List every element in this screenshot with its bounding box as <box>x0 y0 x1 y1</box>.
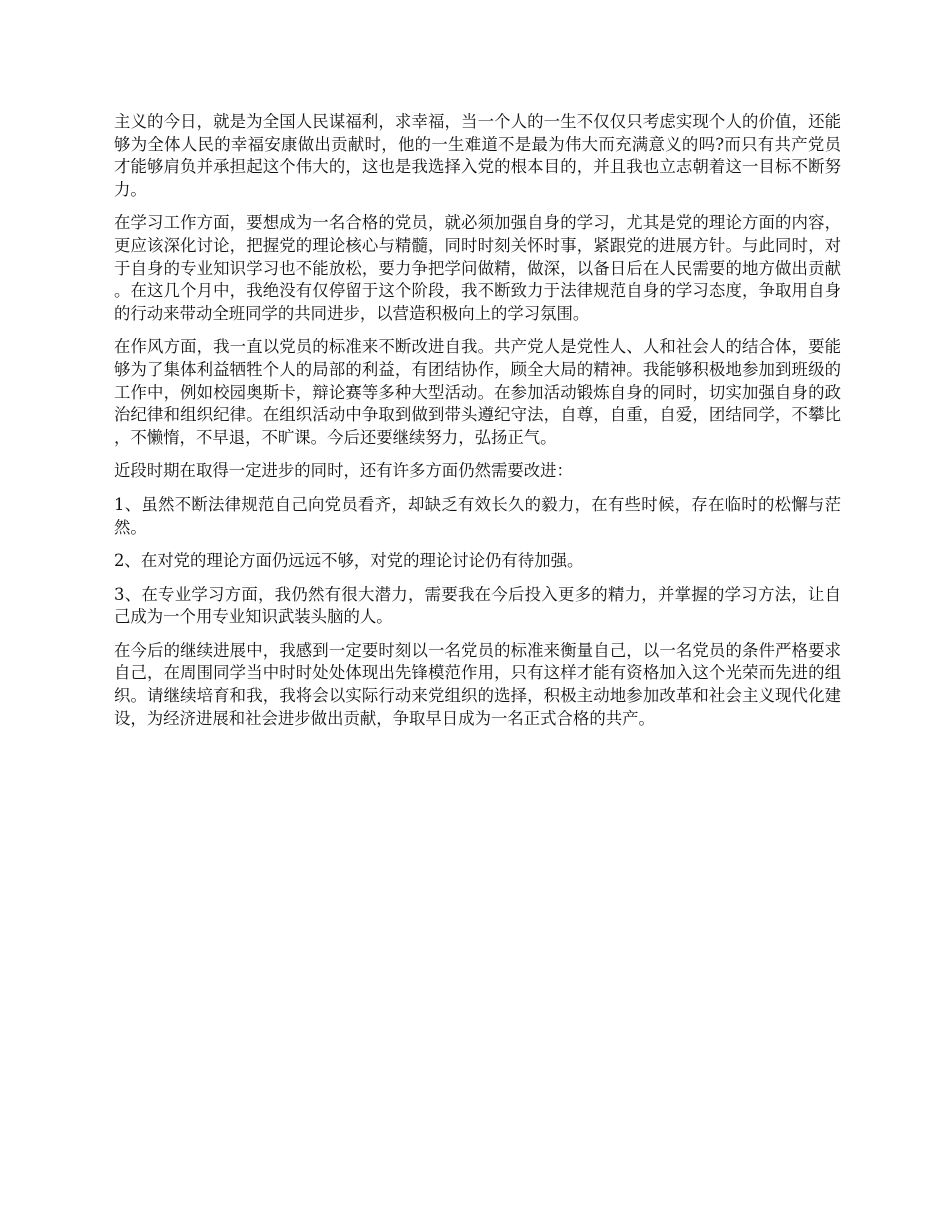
paragraph-conclusion: 在今后的继续进展中，我感到一定要时刻以一名党员的标准来衡量自己，以一名党员的条件严格要求自己，在周围同学当中时时处处体现出先锋模范作用，只有这样才能有资格加入这个光荣而先进的组织。请继续培育和我，我将会以实际行动来党组织的选择，积极主动地参加改革和社会主义现代化建设，为经济进展和社会进步做出贡献，争取早日成为一名正式合格的共产。 <box>114 640 841 728</box>
improvement-item-1: 1、虽然不断法律规范自己向党员看齐，却缺乏有效长久的毅力，在有些时候，存在临时的松懈与茫然。 <box>114 494 841 537</box>
paragraph-study-work: 在学习工作方面，要想成为一名合格的党员，就必须加强自身的学习，尤其是党的理论方面的内容，更应该深化讨论，把握党的理论核心与精髓，同时时刻关怀时事，紧跟党的进展方针。与此同时，对于自身的专业知识学习也不能放松，要力争把学问做精，做深，以备日后在人民需要的地方做出贡献。在这几个月中，我绝没有仅停留于这个阶段，我不断致力于法律规范自身的学习态度，争取用自身的行动来带动全班同学的共同进步，以营造积极向上的学习氛围。 <box>114 213 841 323</box>
improvement-item-3: 3、在专业学习方面，我仍然有很大潜力，需要我在今后投入更多的精力，并掌握的学习方法，让自己成为一个用专业知识武装头脑的人。 <box>114 584 841 627</box>
improvement-item-2: 2、在对党的理论方面仍远远不够，对党的理论讨论仍有待加强。 <box>114 551 584 571</box>
document-body <box>114 111 841 741</box>
paragraph-improvements-intro: 近段时期在取得一定进步的同时，还有许多方面仍然需要改进： <box>114 461 573 481</box>
paragraph-purpose: 主义的今日，就是为全国人民谋福利，求幸福，当一个人的一生不仅仅只考虑实现个人的价值，还能够为全体人民的幸福安康做出贡献时，他的一生难道不是最为伟大而充满意义的吗?而只有共产党员才能够肩负并承担起这个伟大的，这也是我选择入党的根本目的，并且我也立志朝着这一目标不断努力。 <box>114 112 841 199</box>
paragraph-work-style: 在作风方面，我一直以党员的标准来不断改进自我。共产党人是党性人、人和社会人的结合体，要能够为了集体利益牺牲个人的局部的利益，有团结协作，顾全大局的精神。我能够积极地参加到班级的工作中，例如校园奥斯卡，辩论赛等多种大型活动。在参加活动锻炼自身的同时，切实加强自身的政治纪律和组织纪律。在组织活动中争取到做到带头遵纪守法，自尊，自重，自爱，团结同学，不攀比，不懒惰，不早退，不旷课。今后还要继续努力，弘扬正气。 <box>114 337 841 447</box>
